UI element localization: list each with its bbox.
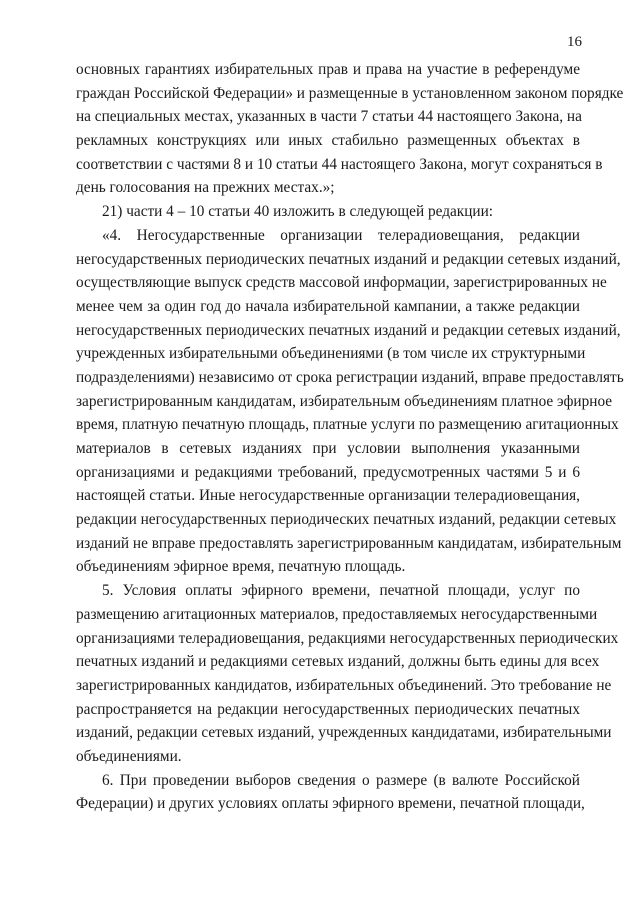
- text-line: 6. При проведении выборов сведения о размере (в валюте Российской: [102, 771, 580, 789]
- text-line: негосударственных периодических печатных изданий и редакции сетевых изданий,: [76, 250, 621, 268]
- document-body: [76, 58, 624, 816]
- text-line: подразделениями) независимо от срока регистрации изданий, вправе предоставлять: [76, 368, 624, 386]
- page-number: 16: [567, 34, 582, 50]
- text-line: зарегистрированным кандидатам, избирательным объединениям платное эфирное: [76, 392, 613, 410]
- text-line: соответствии с частями 8 и 10 статьи 44 настоящего Закона, могут сохраняться в: [76, 155, 603, 173]
- text-line: Федерации) и других условиях оплаты эфирного времени, печатной площади,: [76, 795, 585, 813]
- text-line: основных гарантиях избирательных прав и права на участие в референдуме: [76, 61, 580, 78]
- text-line: менее чем за один год до начала избирательной кампании, а также редакции: [76, 297, 580, 315]
- text-line: рекламных конструкциях или иных стабильно размещенных объектах в: [76, 132, 580, 150]
- text-line: настоящей статьи. Иные негосударственные организации телерадиовещания,: [76, 487, 580, 505]
- text-line: печатных изданий и редакциями сетевых изданий, должны быть едины для всех: [76, 653, 600, 671]
- text-line: зарегистрированных кандидатов, избирательных объединений. Это требование не: [76, 676, 612, 694]
- text-line: осуществляющие выпуск средств массовой информации, зарегистрированных не: [76, 274, 607, 292]
- text-line: негосударственных периодических печатных изданий и редакции сетевых изданий,: [76, 321, 621, 339]
- text-line: размещению агитационных материалов, предоставляемых негосударственными: [76, 605, 598, 623]
- text-line: организациями телерадиовещания, редакциями негосударственных периодических: [76, 629, 619, 647]
- text-line: организациями и редакциями требований, предусмотренных частями 5 и 6: [76, 463, 580, 481]
- text-line: граждан Российской Федерации» и размещенные в установленном законом порядке: [76, 84, 624, 102]
- text-line: «4. Негосударственные организации телерадиовещания, редакции: [102, 226, 580, 244]
- text-line: материалов в сетевых изданиях при условии выполнения указанными: [76, 440, 580, 457]
- text-line: время, платную печатную площадь, платные услуги по размещению агитационных: [76, 416, 619, 434]
- text-line: распространяется на редакции негосударственных периодических печатных: [76, 700, 580, 718]
- text-line: изданий, редакции сетевых изданий, учрежденных кандидатами, избирательными: [76, 724, 612, 742]
- text-line: объединениям эфирное время, печатную площадь.: [76, 558, 406, 576]
- text-line: день голосования на прежних местах.»;: [76, 179, 335, 197]
- text-line: изданий не вправе предоставлять зарегистрированным кандидатам, избирательным: [76, 534, 622, 552]
- text-line: на специальных местах, указанных в части 7 статьи 44 настоящего Закона, на: [76, 108, 582, 126]
- text-line: редакции негосударственных периодических печатных изданий, редакции сетевых: [76, 511, 617, 529]
- text-line: 5. Условия оплаты эфирного времени, печатной площади, услуг по: [102, 582, 580, 600]
- text-line: объединениями.: [76, 747, 182, 765]
- text-line: 21) части 4 – 10 статьи 40 изложить в следующей редакции:: [102, 203, 494, 221]
- text-line: учрежденных избирательными объединениями (в том числе их структурными: [76, 345, 586, 363]
